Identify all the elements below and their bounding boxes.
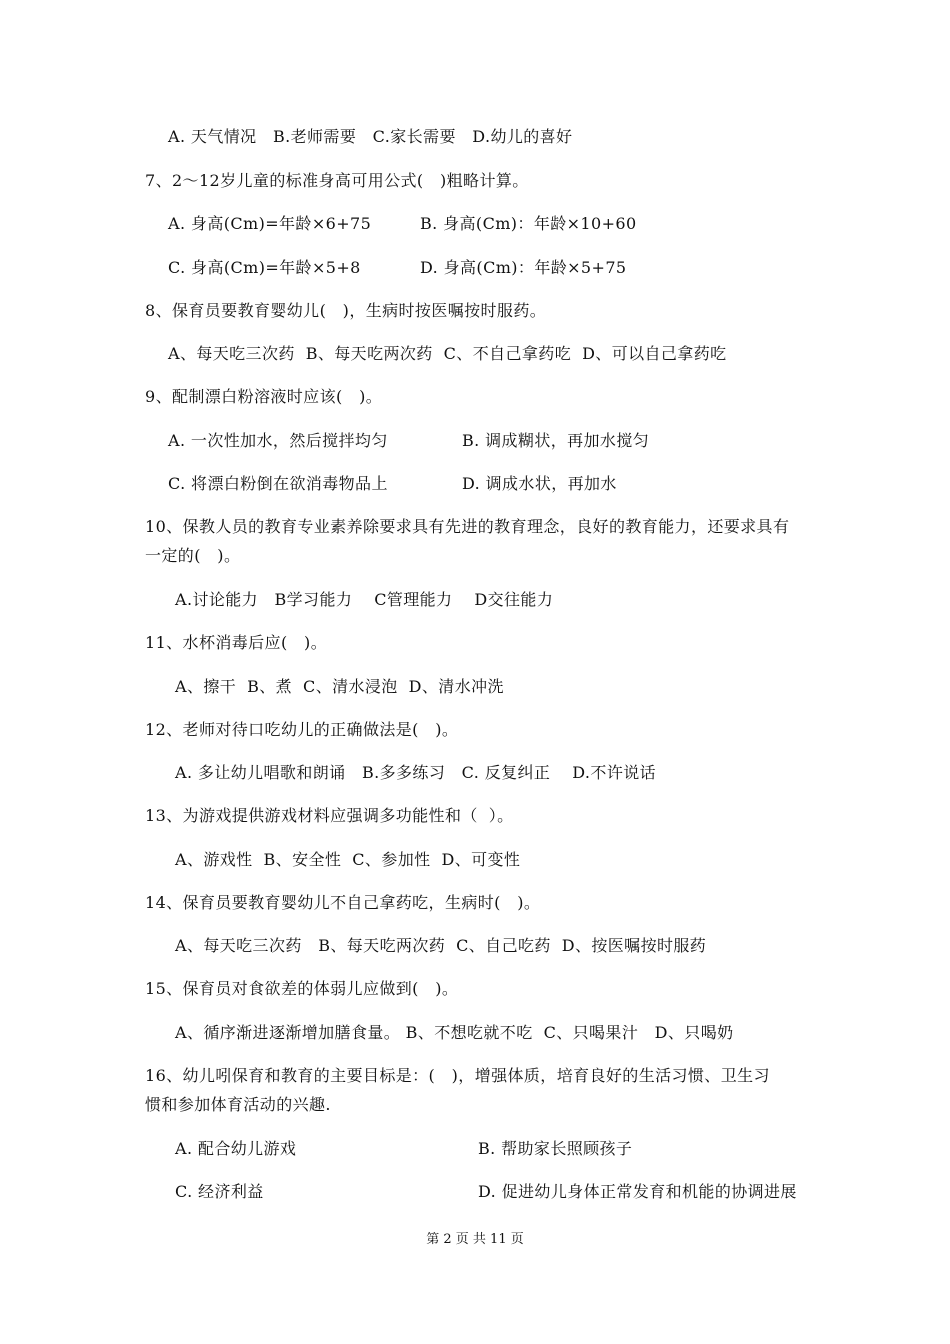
q7-option-d: D. 身高(Cm)：年龄×5+75 — [420, 258, 627, 277]
q16-option-a: A. 配合幼儿游戏 — [175, 1139, 297, 1158]
q8-question: 8、保育员要教育婴幼儿( )，生病时按医嘱按时服药。 — [145, 301, 547, 320]
q7-option-a: A. 身高(Cm)=年龄×6+75 — [168, 214, 372, 233]
q11-question: 11、水杯消毒后应( )。 — [145, 633, 328, 652]
q9-option-c: C. 将漂白粉倒在欲消毒物品上 — [168, 474, 388, 493]
q11-options: A、擦干 B、煮 C、清水浸泡 D、清水冲洗 — [175, 677, 504, 696]
q9-option-a: A. 一次性加水，然后搅拌均匀 — [168, 431, 388, 450]
page-footer: 第 2 页 共 11 页 — [426, 1232, 524, 1247]
q13-options: A、游戏性 B、安全性 C、参加性 D、可变性 — [175, 850, 521, 869]
q9-option-b: B. 调成糊状，再加水搅匀 — [462, 431, 650, 450]
q10-question-line2: 一定的( )。 — [145, 546, 241, 565]
q7-option-b: B. 身高(Cm)：年龄×10+60 — [420, 214, 637, 233]
q9-option-d: D. 调成水状，再加水 — [462, 474, 617, 493]
q16-question-line2: 惯和参加体育活动的兴趣. — [145, 1095, 331, 1114]
q14-question: 14、保育员要教育婴幼儿不自己拿药吃，生病时( )。 — [145, 893, 541, 912]
q16-option-c: C. 经济利益 — [175, 1182, 264, 1201]
q9-question: 9、配制漂白粉溶液时应该( )。 — [145, 387, 383, 406]
q15-options: A、循序渐进逐渐增加膳食量。 B、不想吃就不吃 C、只喝果汁 D、只喝奶 — [175, 1023, 734, 1042]
q10-question-line1: 10、保教人员的教育专业素养除要求具有先进的教育理念，良好的教育能力，还要求具有 — [145, 517, 790, 536]
q7-question: 7、2～12岁儿童的标准身高可用公式( )粗略计算。 — [145, 171, 529, 190]
q12-options: A. 多让幼儿唱歌和朗诵 B.多多练习 C. 反复纠正 D.不许说话 — [175, 763, 657, 782]
q14-options: A、每天吃三次药 B、每天吃两次药 C、自己吃药 D、按医嘱按时服药 — [175, 936, 707, 955]
q15-question: 15、保育员对食欲差的体弱儿应做到( )。 — [145, 979, 459, 998]
q16-option-d: D. 促进幼儿身体正常发育和机能的协调进展 — [478, 1182, 797, 1201]
q10-options: A.讨论能力 B学习能力 C管理能力 D交往能力 — [175, 590, 554, 609]
q16-option-b: B. 帮助家长照顾孩子 — [478, 1139, 633, 1158]
q8-options: A、每天吃三次药 B、每天吃两次药 C、不自己拿药吃 D、可以自己拿药吃 — [168, 344, 727, 363]
q6-options: A. 天气情况 B.老师需要 C.家长需要 D.幼儿的喜好 — [168, 127, 573, 146]
q7-option-c: C. 身高(Cm)=年龄×5+8 — [168, 258, 361, 277]
q12-question: 12、老师对待口吃幼儿的正确做法是( )。 — [145, 720, 459, 739]
q13-question: 13、为游戏提供游戏材料应强调多功能性和（ ）。 — [145, 806, 514, 825]
q16-question-line1: 16、幼儿吲保育和教育的主要目标是：( )，增强体质，培育良好的生活习惯、卫生习 — [145, 1066, 770, 1085]
